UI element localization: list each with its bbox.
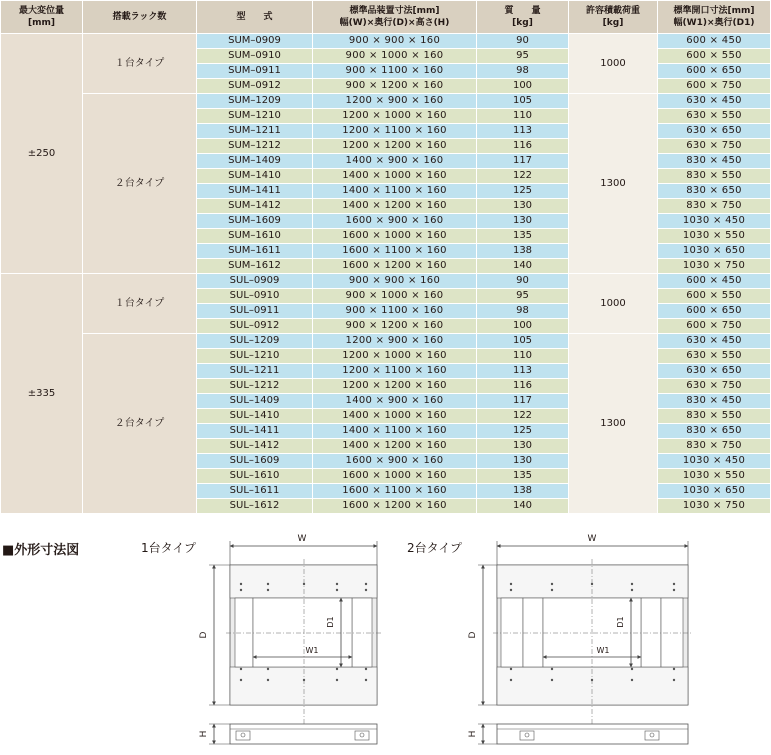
size-cell: 900 × 1000 × 160 [313, 49, 477, 64]
model-cell: SUL–1211 [197, 364, 313, 379]
model-cell: SUL–1412 [197, 439, 313, 454]
model-cell: SUL–0909 [197, 274, 313, 289]
mass-cell: 100 [477, 79, 569, 94]
opening-cell: 630 × 650 [658, 364, 771, 379]
header-size: 標準品装置寸法[mm] 幅(W)×奥行(D)×高さ(H) [313, 1, 477, 34]
mass-cell: 100 [477, 319, 569, 334]
size-cell: 1200 × 900 × 160 [313, 94, 477, 109]
model-cell: SUM–0912 [197, 79, 313, 94]
width-label: W [297, 534, 307, 544]
size-cell: 1600 × 1100 × 160 [313, 484, 477, 499]
double-type-drawing [407, 534, 692, 744]
double-opening-depth-label: D1 [616, 616, 625, 628]
opening-cell: 830 × 750 [658, 199, 771, 214]
single-type-label: 1台タイプ [141, 541, 197, 555]
mass-cell: 140 [477, 499, 569, 514]
mass-cell: 130 [477, 199, 569, 214]
opening-cell: 1030 × 450 [658, 454, 771, 469]
mass-cell: 113 [477, 124, 569, 139]
size-cell: 1200 × 1000 × 160 [313, 109, 477, 124]
opening-cell: 600 × 450 [658, 274, 771, 289]
model-cell: SUM–1412 [197, 199, 313, 214]
model-cell: SUL–0912 [197, 319, 313, 334]
model-cell: SUL–1212 [197, 379, 313, 394]
mass-cell: 122 [477, 169, 569, 184]
model-cell: SUM–0911 [197, 64, 313, 79]
opening-cell: 830 × 450 [658, 154, 771, 169]
double-height-label: H [468, 730, 478, 738]
model-cell: SUM–1609 [197, 214, 313, 229]
mass-cell: 105 [477, 94, 569, 109]
mass-cell: 116 [477, 139, 569, 154]
model-cell: SUM–1409 [197, 154, 313, 169]
opening-cell: 1030 × 750 [658, 259, 771, 274]
size-cell: 1600 × 900 × 160 [313, 214, 477, 229]
model-cell: SUL–0911 [197, 304, 313, 319]
model-cell: SUL–0910 [197, 289, 313, 304]
opening-cell: 600 × 750 [658, 319, 771, 334]
opening-cell: 600 × 750 [658, 79, 771, 94]
mass-cell: 110 [477, 109, 569, 124]
opening-cell: 830 × 750 [658, 439, 771, 454]
opening-cell: 630 × 650 [658, 124, 771, 139]
size-cell: 1600 × 1200 × 160 [313, 259, 477, 274]
opening-cell: 1030 × 550 [658, 469, 771, 484]
single-type-drawing [141, 534, 381, 744]
size-cell: 1200 × 1000 × 160 [313, 349, 477, 364]
depth-label: D [199, 631, 209, 639]
opening-cell: 600 × 650 [658, 304, 771, 319]
table-row [1, 274, 771, 289]
height-label: H [199, 730, 209, 738]
opening-cell: 1030 × 750 [658, 499, 771, 514]
opening-cell: 830 × 650 [658, 184, 771, 199]
size-cell: 1400 × 900 × 160 [313, 154, 477, 169]
opening-cell: 830 × 550 [658, 409, 771, 424]
size-cell: 1600 × 900 × 160 [313, 454, 477, 469]
rack-type-cell: １台タイプ [83, 34, 197, 94]
double-opening-width-label: W1 [596, 646, 610, 655]
single-left-rail [235, 598, 253, 667]
load-cell: 1300 [569, 94, 658, 274]
opening-cell: 600 × 450 [658, 34, 771, 49]
table-row [1, 34, 771, 49]
opening-cell: 1030 × 650 [658, 244, 771, 259]
table-row [1, 334, 771, 349]
mass-cell: 90 [477, 274, 569, 289]
size-cell: 900 × 1200 × 160 [313, 79, 477, 94]
mass-cell: 116 [477, 379, 569, 394]
mass-cell: 122 [477, 409, 569, 424]
size-cell: 1400 × 1200 × 160 [313, 199, 477, 214]
size-cell: 1600 × 1100 × 160 [313, 244, 477, 259]
size-cell: 1200 × 1100 × 160 [313, 364, 477, 379]
model-cell: SUL–1411 [197, 424, 313, 439]
header-mass: 質 量 [kg] [477, 1, 569, 34]
size-cell: 1400 × 1200 × 160 [313, 439, 477, 454]
size-cell: 1400 × 1000 × 160 [313, 169, 477, 184]
table-row [1, 94, 771, 109]
mass-cell: 105 [477, 334, 569, 349]
load-cell: 1000 [569, 34, 658, 94]
opening-cell: 600 × 550 [658, 289, 771, 304]
mass-cell: 98 [477, 64, 569, 79]
double-type-label: 2台タイプ [407, 541, 463, 555]
opening-cell: 830 × 650 [658, 424, 771, 439]
size-cell: 1600 × 1200 × 160 [313, 499, 477, 514]
header-load: 許容積載荷重 [kg] [569, 1, 658, 34]
mass-cell: 125 [477, 424, 569, 439]
model-cell: SUM–1211 [197, 124, 313, 139]
rack-type-cell: ２台タイプ [83, 94, 197, 274]
mass-cell: 135 [477, 469, 569, 484]
mass-cell: 113 [477, 364, 569, 379]
header-opening: 標準開口寸法[mm] 幅(W1)×奥行(D1) [658, 1, 771, 34]
mass-cell: 140 [477, 259, 569, 274]
opening-depth-label: D1 [326, 616, 335, 628]
mass-cell: 117 [477, 394, 569, 409]
model-cell: SUL–1409 [197, 394, 313, 409]
mass-cell: 95 [477, 49, 569, 64]
mass-cell: 125 [477, 184, 569, 199]
table-header-row [1, 1, 771, 34]
mass-cell: 110 [477, 349, 569, 364]
load-cell: 1300 [569, 334, 658, 514]
size-cell: 1200 × 1200 × 160 [313, 139, 477, 154]
model-cell: SUL–1609 [197, 454, 313, 469]
displacement-cell: ±335 [1, 274, 83, 514]
opening-cell: 630 × 750 [658, 139, 771, 154]
mass-cell: 138 [477, 244, 569, 259]
size-cell: 900 × 900 × 160 [313, 274, 477, 289]
model-cell: SUM–0910 [197, 49, 313, 64]
opening-cell: 1030 × 550 [658, 229, 771, 244]
outline-drawing [0, 525, 771, 755]
size-cell: 1400 × 1000 × 160 [313, 409, 477, 424]
header-displacement: 最大変位量 [mm] [1, 1, 83, 34]
opening-cell: 600 × 650 [658, 64, 771, 79]
model-cell: SUL–1210 [197, 349, 313, 364]
size-cell: 900 × 1100 × 160 [313, 304, 477, 319]
opening-cell: 600 × 550 [658, 49, 771, 64]
opening-cell: 630 × 450 [658, 334, 771, 349]
mass-cell: 130 [477, 454, 569, 469]
rack-type-cell: １台タイプ [83, 274, 197, 334]
size-cell: 1400 × 900 × 160 [313, 394, 477, 409]
mass-cell: 90 [477, 34, 569, 49]
mass-cell: 98 [477, 304, 569, 319]
double-right-rail [661, 598, 683, 667]
opening-width-label: W1 [305, 646, 319, 655]
double-left-rail [501, 598, 523, 667]
displacement-cell: ±250 [1, 34, 83, 274]
size-cell: 1200 × 1200 × 160 [313, 379, 477, 394]
model-cell: SUL–1612 [197, 499, 313, 514]
mass-cell: 138 [477, 484, 569, 499]
model-cell: SUM–1612 [197, 259, 313, 274]
load-cell: 1000 [569, 274, 658, 334]
model-cell: SUM–1410 [197, 169, 313, 184]
section-title-outline-drawing: ■外形寸法図 [2, 543, 80, 558]
size-cell: 1400 × 1100 × 160 [313, 424, 477, 439]
size-cell: 900 × 1200 × 160 [313, 319, 477, 334]
model-cell: SUM–1210 [197, 109, 313, 124]
single-right-rail [352, 598, 372, 667]
header-rack-count: 搭載ラック数 [83, 1, 197, 34]
model-cell: SUL–1610 [197, 469, 313, 484]
size-cell: 900 × 900 × 160 [313, 34, 477, 49]
mass-cell: 135 [477, 229, 569, 244]
size-cell: 1200 × 900 × 160 [313, 334, 477, 349]
size-cell: 1600 × 1000 × 160 [313, 229, 477, 244]
opening-cell: 630 × 750 [658, 379, 771, 394]
model-cell: SUM–1611 [197, 244, 313, 259]
double-depth-label: D [468, 631, 478, 639]
opening-cell: 830 × 450 [658, 394, 771, 409]
model-cell: SUL–1410 [197, 409, 313, 424]
mass-cell: 117 [477, 154, 569, 169]
spec-table-body [1, 34, 771, 514]
rack-type-cell: ２台タイプ [83, 334, 197, 514]
model-cell: SUL–1209 [197, 334, 313, 349]
size-cell: 1600 × 1000 × 160 [313, 469, 477, 484]
size-cell: 1400 × 1100 × 160 [313, 184, 477, 199]
model-cell: SUM–1212 [197, 139, 313, 154]
size-cell: 900 × 1000 × 160 [313, 289, 477, 304]
opening-cell: 1030 × 450 [658, 214, 771, 229]
mass-cell: 130 [477, 214, 569, 229]
mass-cell: 130 [477, 439, 569, 454]
mass-cell: 95 [477, 289, 569, 304]
double-width-label: W [587, 534, 597, 544]
size-cell: 900 × 1100 × 160 [313, 64, 477, 79]
opening-cell: 630 × 550 [658, 349, 771, 364]
header-model: 型 式 [197, 1, 313, 34]
size-cell: 1200 × 1100 × 160 [313, 124, 477, 139]
model-cell: SUM–1411 [197, 184, 313, 199]
model-cell: SUL–1611 [197, 484, 313, 499]
model-cell: SUM–1610 [197, 229, 313, 244]
model-cell: SUM–1209 [197, 94, 313, 109]
opening-cell: 830 × 550 [658, 169, 771, 184]
opening-cell: 1030 × 650 [658, 484, 771, 499]
opening-cell: 630 × 450 [658, 94, 771, 109]
opening-cell: 630 × 550 [658, 109, 771, 124]
model-cell: SUM–0909 [197, 34, 313, 49]
